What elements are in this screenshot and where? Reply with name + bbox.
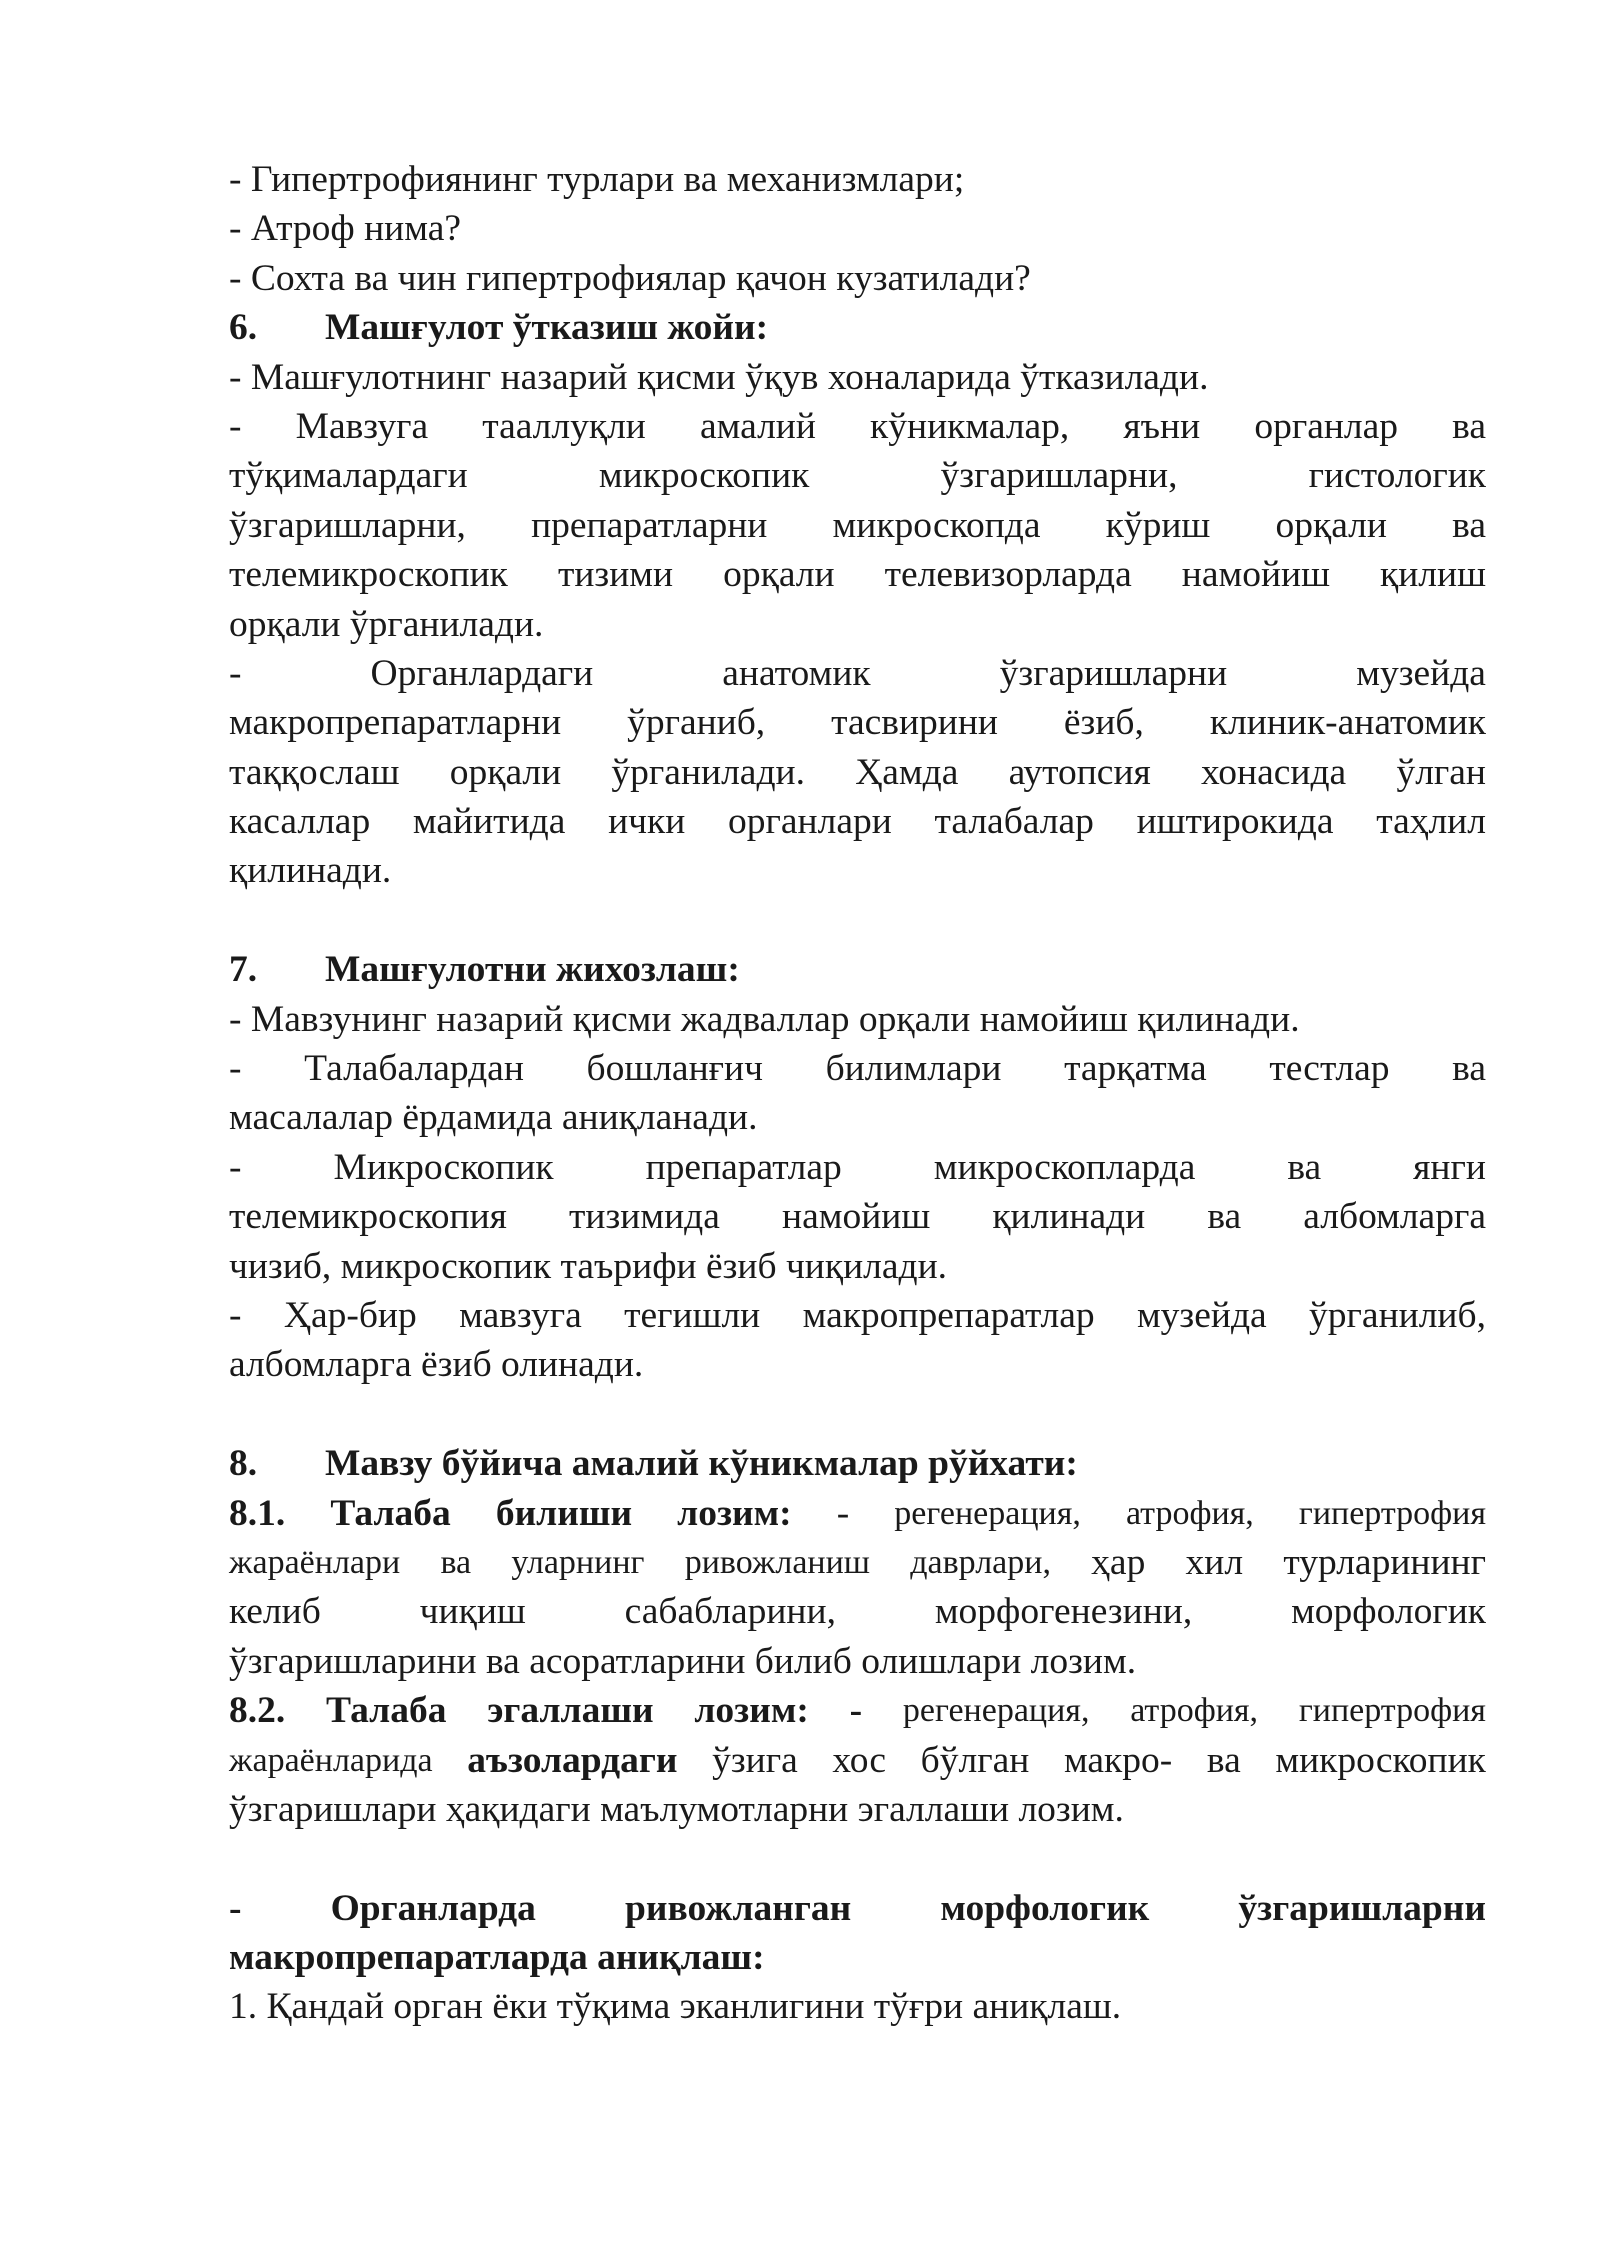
word: бўлган [920, 1739, 1030, 1781]
word: телемикроскопия [229, 1196, 507, 1238]
word: эгаллаши [487, 1690, 654, 1732]
word: ва [1452, 405, 1486, 447]
paragraph-line: ўзгаришлари ҳақидаги маълумотларни эгаллаши лозим. [229, 1788, 1124, 1830]
word: макропрепаратларни [229, 702, 562, 744]
word: орқали [723, 554, 835, 596]
section-title: Машғулот ўтказиш жойи: [325, 307, 769, 349]
word: сабабларини, [624, 1591, 836, 1633]
word: Талаба [330, 1492, 451, 1534]
word: телевизорларда [884, 554, 1132, 596]
word: регенерация, [902, 1692, 1090, 1730]
word: жараёнлари [229, 1543, 401, 1581]
word: телемикроскопик [229, 554, 508, 596]
word: билиши [495, 1492, 633, 1534]
word: - [849, 1690, 863, 1732]
word: Ҳамда [855, 751, 959, 793]
word: хос [832, 1739, 887, 1781]
word: 8.1. [229, 1492, 286, 1534]
blank-line [229, 1390, 1486, 1439]
word: гипертрофия [1298, 1692, 1486, 1730]
word: ва [1206, 1739, 1241, 1781]
word: талабалар [934, 801, 1094, 843]
section-8-heading [229, 1439, 1486, 1488]
word: гипертрофия [1298, 1494, 1486, 1532]
word: ривожланган [625, 1887, 852, 1929]
word: хонасида [1200, 751, 1347, 793]
document-page [229, 155, 1486, 2032]
paragraph-line [229, 748, 1486, 797]
section-number: 7. [229, 949, 258, 991]
word: ўрганилади. [611, 751, 805, 793]
word: ва [1452, 1048, 1486, 1090]
paragraph-line [229, 550, 1486, 599]
word: Микроскопик [333, 1146, 554, 1188]
paragraph-line [229, 1044, 1486, 1093]
word: - [229, 652, 242, 694]
word: қилинади [992, 1196, 1146, 1238]
paragraph-line [229, 649, 1486, 698]
word: музейда [1136, 1294, 1267, 1336]
word: ўзига [712, 1739, 798, 1781]
word: таҳлил [1376, 801, 1486, 843]
word: тизими [557, 554, 674, 596]
paragraph-line: - Машғулотнинг назарий қисми ўқув хоналарида ўтказилади. [229, 356, 1209, 398]
word: орқали [1275, 504, 1387, 546]
paragraph-line [229, 797, 1486, 846]
word: атрофия, [1130, 1692, 1259, 1730]
subsection-8-1-line [229, 1489, 1486, 1538]
word: - [229, 405, 242, 447]
word: тарқатма [1064, 1048, 1207, 1090]
subheading-line: макропрепаратларда аниқлаш: [229, 1937, 765, 1979]
word: - [229, 1048, 242, 1090]
question-line: - Атроф нима? [229, 208, 461, 250]
word: тааллуқли [482, 405, 646, 447]
paragraph-line [229, 1143, 1486, 1192]
paragraph-line: - Мавзунинг назарий қисми жадваллар орқали намойиш қилинади. [229, 998, 1300, 1040]
list-item: 1. Қандай орган ёки тўқима эканлигини тўғри аниқлаш. [229, 1986, 1122, 2028]
word: Органлардаги [370, 652, 594, 694]
word: келиб [229, 1591, 321, 1633]
paragraph-line: қилинади. [229, 850, 392, 892]
word: ва [1207, 1196, 1242, 1238]
word: ва [1452, 504, 1486, 546]
paragraph-line [229, 1736, 1486, 1785]
word: тасвирини [831, 702, 998, 744]
section-number: 6. [229, 307, 258, 349]
paragraph-line [229, 501, 1486, 550]
word: аъзолардаги [467, 1739, 678, 1781]
word: органлари [728, 801, 892, 843]
word: регенерация, [894, 1494, 1081, 1532]
word: - [836, 1492, 850, 1534]
section-title: Мавзу бўйича амалий кўникмалар рўйхати: [325, 1443, 1078, 1485]
word: микроскопик [598, 455, 810, 497]
paragraph-line [229, 1291, 1486, 1340]
word: морфологик [940, 1887, 1150, 1929]
paragraph-line: албомларга ёзиб олинади. [229, 1344, 644, 1386]
word: ўзгаришларни, [940, 455, 1178, 497]
word: ёзиб, [1063, 702, 1144, 744]
word: жараёнларида [229, 1741, 433, 1779]
word: ўлган [1396, 751, 1486, 793]
word: мавзуга [459, 1294, 582, 1336]
section-title: Машғулотни жихозлаш: [325, 949, 740, 991]
word: тестлар [1269, 1048, 1390, 1090]
paragraph-line [229, 451, 1486, 500]
paragraph-line: масалалар ёрдамида аниқланади. [229, 1097, 758, 1139]
word: ва [1287, 1146, 1322, 1188]
word: ўрганиб, [627, 702, 766, 744]
word: орқали [449, 751, 562, 793]
subsection-8-2-line [229, 1686, 1486, 1735]
word: Органларда [330, 1887, 536, 1929]
word: амалий [699, 405, 816, 447]
word: клиник-анатомик [1209, 702, 1486, 744]
word: Талабалардан [304, 1048, 524, 1090]
paragraph-line [229, 1538, 1486, 1587]
word: Талаба [326, 1690, 447, 1732]
question-line: - Сохта ва чин гипертрофиялар қачон кузатилади? [229, 257, 1031, 299]
word: таққослаш [229, 751, 400, 793]
word: билимлари [825, 1048, 1002, 1090]
word: иштирокида [1136, 801, 1334, 843]
word: кўникмалар, [870, 405, 1070, 447]
word: чиқиш [419, 1591, 526, 1633]
paragraph-line [229, 698, 1486, 747]
word: турларининг [1283, 1541, 1486, 1583]
word: майитида [412, 801, 566, 843]
blank-line [229, 1834, 1486, 1883]
word: Мавзуга [295, 405, 429, 447]
paragraph-line [229, 1192, 1486, 1241]
word: музейда [1356, 652, 1486, 694]
word: кўриш [1105, 504, 1211, 546]
word: анатомик [722, 652, 871, 694]
word: ўзгаришларни [999, 652, 1228, 694]
word: препаратлар [645, 1146, 842, 1188]
paragraph-line: орқали ўрганилади. [229, 603, 544, 645]
word: атрофия, [1125, 1494, 1254, 1532]
word: намойиш [1181, 554, 1330, 596]
word: Ҳар-бир [283, 1294, 417, 1336]
word: лозим: [694, 1690, 809, 1732]
word: микроскопда [832, 504, 1041, 546]
subheading-line [229, 1884, 1486, 1933]
word: хил [1185, 1541, 1244, 1583]
word: лозим: [677, 1492, 792, 1534]
word: макропрепаратлар [802, 1294, 1095, 1336]
word: морфологик [1291, 1591, 1486, 1633]
question-line: - Гипертрофиянинг турлари ва механизмлари; [229, 159, 965, 200]
section-6-heading [229, 303, 1486, 352]
word: тегишли [624, 1294, 761, 1336]
word: бошланғич [586, 1048, 763, 1090]
word: яъни [1123, 405, 1201, 447]
word: ўрганилиб, [1309, 1294, 1486, 1336]
section-number: 8. [229, 1443, 258, 1485]
word: тўқималардаги [229, 455, 468, 497]
blank-line [229, 896, 1486, 945]
paragraph-line: ўзгаришларини ва асоратларини билиб олишлари лозим. [229, 1640, 1137, 1682]
word: намойиш [782, 1196, 931, 1238]
word: - [229, 1146, 242, 1188]
word: препаратларни [531, 504, 768, 546]
word: албомларга [1303, 1196, 1486, 1238]
word: ҳар [1091, 1541, 1146, 1583]
word: касаллар [229, 801, 371, 843]
word: қилиш [1380, 554, 1486, 596]
word: 8.2. [229, 1690, 286, 1732]
word: гистологик [1308, 455, 1486, 497]
paragraph-line [229, 402, 1486, 451]
word: - [229, 1294, 242, 1336]
word: ўзгаришларни, [229, 504, 466, 546]
word: микроскопик [1275, 1739, 1486, 1781]
paragraph-line: чизиб, микроскопик таърифи ёзиб чиқилади. [229, 1245, 948, 1287]
word: ички [608, 801, 686, 843]
word: уларнинг [511, 1543, 645, 1581]
word: микроскопларда [933, 1146, 1196, 1188]
word: ривожланиш [684, 1543, 870, 1581]
word: морфогенезини, [934, 1591, 1193, 1633]
word: аутопсия [1008, 751, 1151, 793]
word: янги [1413, 1146, 1486, 1188]
section-7-heading [229, 945, 1486, 994]
word: даврлари, [910, 1543, 1051, 1581]
word: - [229, 1887, 242, 1929]
word: ўзгаришларни [1238, 1887, 1486, 1929]
word: макро- [1063, 1739, 1173, 1781]
word: тизимида [569, 1196, 720, 1238]
word: ва [440, 1543, 472, 1581]
word: органлар [1254, 405, 1399, 447]
paragraph-line [229, 1587, 1486, 1636]
